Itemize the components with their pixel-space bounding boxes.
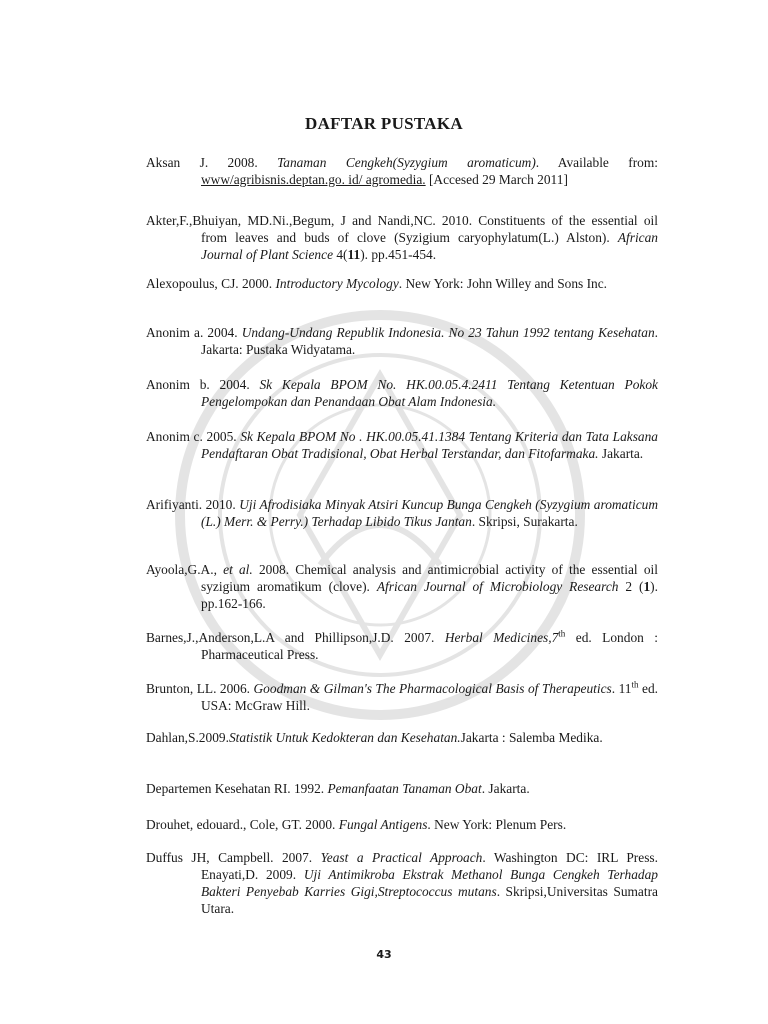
reference-entry — [146, 376, 658, 410]
reference-entry — [146, 428, 658, 462]
reference-text: . Jakarta: Pustaka Widyatama. — [201, 325, 659, 357]
reference-text: 2 ( — [618, 579, 644, 594]
reference-text: th — [558, 628, 566, 639]
page-title: DAFTAR PUSTAKA — [305, 114, 463, 134]
reference-text: ). pp.451-454. — [360, 247, 437, 262]
reference-text: [Accesed 29 March 2011] — [425, 172, 568, 187]
reference-text: ed. London : Pharmaceutical Press. — [201, 630, 659, 662]
reference-text: Jakarta : Salemba Medika. — [460, 730, 603, 745]
reference-text: 2008. Chemical analysis and antimicrobial activity of the essential oil syzigium aromatikum (clove). — [201, 562, 658, 594]
reference-text: Aksan J. 2008. — [146, 155, 278, 170]
reference-text: Anonim b. 2004. — [146, 377, 260, 392]
reference-entry — [146, 816, 658, 833]
reference-text: Sk Kepala BPOM No. HK.00.05.4.2411 Tentang Ketentuan Pokok Pengelompokan dan Penandaan Obat Alam Indonesia. — [201, 377, 659, 409]
reference-text: Uji Antimikroba Ekstrak Methanol Bunga Cengkeh Terhadap Bakteri Penyebab Karries Gigi,Streptococcus mutans — [201, 867, 658, 899]
reference-text: Uji Afrodisiaka Minyak Atsiri Kuncup Bunga Cengkeh (Syzygium aromaticum (L.) Merr. & Perry.) Terhadap Libido Tikus Jantan — [201, 497, 659, 529]
reference-text: African Journal of Plant Science — [201, 230, 658, 262]
reference-text: African Journal of Microbiology Research — [376, 579, 619, 594]
reference-text: Dahlan,S.2009. — [146, 730, 229, 745]
reference-entry — [146, 729, 658, 746]
reference-text: Departemen Kesehatan RI. 1992. — [146, 781, 328, 796]
reference-entry — [146, 561, 658, 612]
reference-text: Herbal Medicines,7 — [444, 630, 559, 645]
reference-text: ). pp.162-166. — [201, 579, 658, 611]
reference-entry — [146, 780, 658, 797]
reference-text: Ayoola,G.A., — [146, 562, 224, 577]
reference-text: . Washington DC: IRL Press. Enayati,D. 2009. — [201, 850, 658, 882]
reference-text: . Jakarta. — [481, 781, 530, 796]
reference-entry — [146, 324, 658, 358]
reference-text: Drouhet, edouard., Cole, GT. 2000. — [146, 817, 339, 832]
reference-text: ed. USA: McGraw Hill. — [201, 681, 658, 713]
reference-entry — [146, 212, 658, 263]
reference-link[interactable]: www/agribisnis.deptan.go. id/ agromedia. — [201, 172, 426, 187]
reference-text: . New York: John Willey and Sons Inc. — [398, 276, 608, 291]
page-number: 43 — [376, 948, 392, 961]
reference-text: 1 — [643, 579, 651, 594]
reference-text: Akter,F.,Bhuiyan, MD.Ni.,Begum, J and Nandi,NC. 2010. Constituents of the essential oil from leaves and buds of clove (Syzigium caryophylatum(L.) Alston). — [146, 213, 658, 245]
reference-entry — [146, 496, 658, 530]
reference-text: . New York: Plenum Pers. — [427, 817, 567, 832]
reference-entry — [146, 680, 658, 714]
reference-text: Tanaman Cengkeh(Syzygium aromaticum) — [277, 155, 536, 170]
reference-text: th — [631, 679, 639, 690]
reference-text: Anonim c. 2005. — [146, 429, 241, 444]
reference-text: . Available from: — [535, 155, 658, 170]
reference-text: Fungal Antigens — [338, 817, 428, 832]
reference-text: Pemanfaatan Tanaman Obat — [327, 781, 482, 796]
reference-text: . 11 — [611, 681, 632, 696]
reference-text: Jakarta. — [598, 446, 644, 461]
reference-entry — [146, 849, 658, 917]
reference-text: . Skripsi,Universitas Sumatra Utara. — [201, 884, 658, 916]
reference-text: Barnes,J.,Anderson,L.A and Phillipson,J.D. 2007. — [146, 630, 445, 645]
reference-text: Sk Kepala BPOM No . HK.00.05.41.1384 Tentang Kriteria dan Tata Laksana Pendaftaran Obat Tradisional, Obat Herbal Terstandar, dan Fitofarmaka. — [201, 429, 658, 461]
reference-text: Yeast a Practical Approach — [320, 850, 483, 865]
reference-text: 4( — [333, 247, 348, 262]
reference-text: . Skripsi, Surakarta. — [471, 514, 578, 529]
reference-text: Introductory Mycology — [275, 276, 399, 291]
reference-text: Duffus JH, Campbell. 2007. — [146, 850, 321, 865]
reference-text: Goodman & Gilman's The Pharmacological Basis of Therapeutics — [253, 681, 612, 696]
reference-text: et al. — [223, 562, 253, 577]
reference-text: Brunton, LL. 2006. — [146, 681, 254, 696]
reference-entry — [146, 629, 658, 663]
reference-entry — [146, 275, 658, 292]
reference-text: Anonim a. 2004. — [146, 325, 242, 340]
reference-text: Statistik Untuk Kedokteran dan Kesehatan. — [228, 730, 461, 745]
reference-text: Undang-Undang Republik Indonesia. No 23 Tahun 1992 tentang Kesehatan — [241, 325, 655, 340]
reference-text: 11 — [347, 247, 361, 262]
reference-entry — [146, 154, 658, 188]
reference-text: Arifiyanti. 2010. — [146, 497, 240, 512]
reference-text: Alexopoulus, CJ. 2000. — [146, 276, 276, 291]
